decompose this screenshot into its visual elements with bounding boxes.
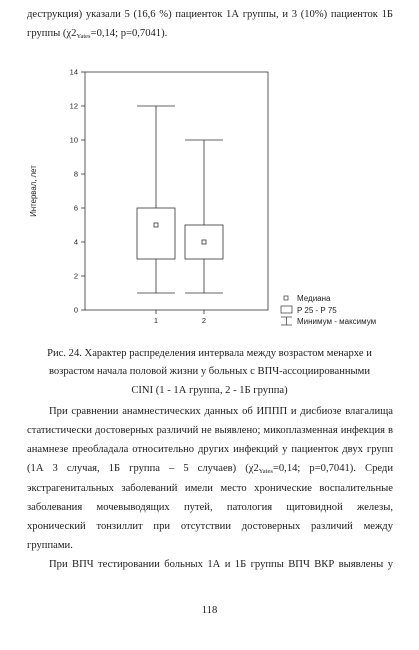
y-tick-label: 12 [69, 101, 78, 111]
text-fragment: =0,14; p=0,7041). [90, 28, 168, 39]
text-line: При сравнении анамнестических данных об ИППП и дисбиозе влагалища [49, 406, 393, 417]
text-line: деструкция) указали 5 (16,6 %) пациенток 1А группы, и 3 (10%) пациенток 1Б [27, 9, 393, 20]
y-tick-label: 8 [73, 169, 78, 179]
legend-label: Медиана [297, 294, 331, 303]
text-fragment: (1А 3 случая, 1Б группа – 5 случаев) (χ2 [27, 463, 259, 474]
text-line: статистически достоверных различий не выявлено; микоплазменная инфекция в [27, 425, 393, 436]
y-tick-label: 2 [73, 271, 78, 281]
plot-frame [85, 72, 268, 310]
page-number: 118 [201, 605, 218, 616]
y-tick-label: 6 [73, 203, 78, 213]
text-line [27, 462, 393, 478]
figure-caption-line: возрастом начала половой жизни у больных с ВПЧ-ассоциированными [48, 366, 371, 377]
y-tick-label: 14 [69, 67, 78, 77]
x-tick-label: 1 [153, 316, 159, 325]
median-marker [154, 223, 158, 227]
subscript: Yates [258, 468, 273, 475]
text-line: При ВПЧ тестировании больных 1А и 1Б группы ВПЧ ВКР выявлены у [49, 559, 393, 570]
text-line: анамнезе преобладала относительно других инфекций у пациенток двух групп [27, 444, 393, 455]
legend-label: P 25 - P 75 [297, 306, 337, 315]
y-axis-label: Интервал, лет [29, 165, 38, 217]
legend-median-marker [284, 296, 288, 300]
figure-caption-line: Рис. 24. Характер распределения интервала между возрастом менархе и [47, 348, 372, 359]
iqr-box [137, 208, 175, 259]
text-line: экстрагенитальных заболеваний имели место хронические воспалительные [27, 483, 393, 494]
y-tick-label: 4 [73, 237, 78, 247]
legend-label: Минимум - максимум [297, 317, 377, 326]
text-fragment: =0,14; p=0,7041). Среди [272, 463, 393, 474]
legend-iqr-marker [281, 306, 292, 313]
text-fragment: группы (χ2 [27, 28, 77, 39]
y-tick-label: 10 [69, 135, 78, 145]
text-line: группами. [27, 540, 73, 551]
figure-caption-line: CINI (1 - 1А группа, 2 - 1Б группа) [131, 385, 288, 396]
x-tick-label: 2 [201, 316, 207, 325]
median-marker [202, 240, 206, 244]
subscript: Yates [76, 33, 91, 40]
text-line: заболевания мочевыводящих путей, патология щитовидной железы, [27, 502, 393, 513]
text-line: хронический тонзиллит при отсутствии достоверных различий между [27, 521, 393, 532]
y-tick-label: 0 [73, 305, 78, 315]
